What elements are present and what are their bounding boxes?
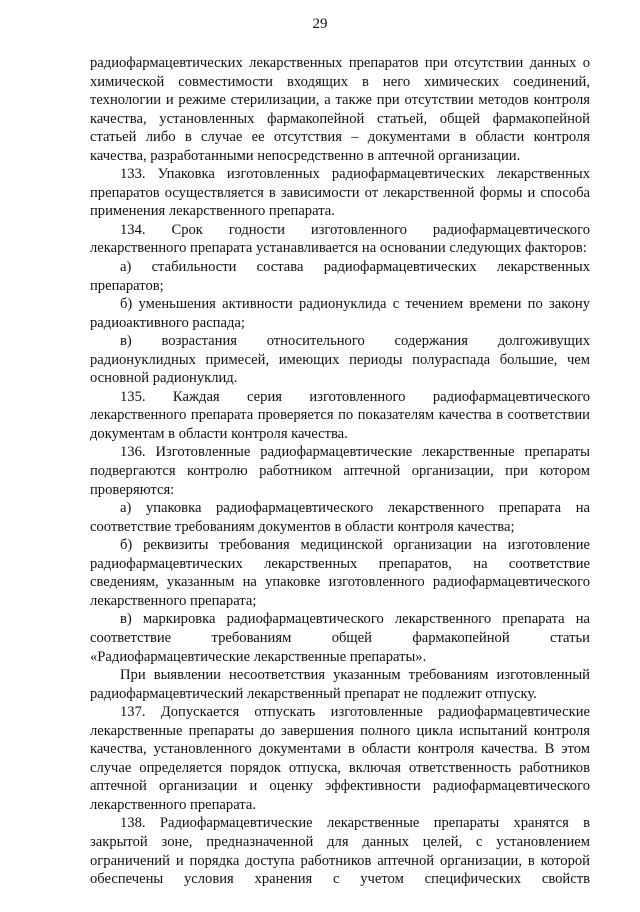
paragraph-136-v: в) маркировка радиофармацевтического лекарственного препарата на соответствие требованиям общей фармакопейной статьи «Радиофармацевтические лекарственные препараты». <box>90 611 590 665</box>
paragraph-135: 135. Каждая серия изготовленного радиофармацевтического лекарственного препарата проверяется по показателям качества в соответствии документам в области контроля качества. <box>90 388 590 442</box>
document-body <box>90 54 590 889</box>
paragraph-134: 134. Срок годности изготовленного радиофармацевтического лекарственного препарата устанавливается на основании следующих факторов: <box>90 221 590 257</box>
paragraph-136: 136. Изготовленные радиофармацевтические лекарственные препараты подвергаются контролю работником аптечной организации, при котором проверяются: <box>90 444 590 498</box>
paragraph-134-v: в) возрастания относительного содержания долгоживущих радионуклидных примесей, имеющих периоды полураспада большие, чем основной радионуклид. <box>90 333 590 387</box>
paragraph-134-a: а) стабильности состава радиофармацевтических лекарственных препаратов; <box>90 259 590 294</box>
paragraph-133: 133. Упаковка изготовленных радиофармацевтических лекарственных препаратов осуществляется в зависимости от лекарственной формы и способа применения лекарственного препарата. <box>90 166 590 220</box>
paragraph-nonconformity: При выявлении несоответствия указанным требованиям изготовленный радиофармацевтический лекарственный препарат не подлежит отпуску. <box>90 667 590 702</box>
paragraph-137: 137. Допускается отпускать изготовленные радиофармацевтические лекарственные препараты до завершения полного цикла испытаний контроля качества, установленного документами в области контроля качества. В этом случае определяется порядок отпуска, включая ответственность работников аптечной организации и оценку эффективности радиофармацевтического лекарственного препарата. <box>90 704 590 813</box>
paragraph-134-b: б) уменьшения активности радионуклида с течением времени по закону радиоактивного распада; <box>90 296 590 331</box>
paragraph-continuation: радиофармацевтических лекарственных препаратов при отсутствии данных о химической совместимости входящих в него химических соединений, технологии и режиме стерилизации, а также при отсутствии методов контроля качества, установленных фармакопейной статьей, общей фармакопейной статьей либо в случае ее отсутствия – документами в области контроля качества, разработанными непосредственно в аптечной организации. <box>90 55 590 164</box>
paragraph-138: 138. Радиофармацевтические лекарственные препараты хранятся в закрытой зоне, предназначенной для данных целей, с установлением ограничений и порядка доступа работников аптечной организации, в которой обеспечены условия хранения с учетом специфических свойств <box>90 815 590 888</box>
paragraph-136-b: б) реквизиты требования медицинской организации на изготовление радиофармацевтических лекарственных препаратов, на соответствие сведениям, указанным на упаковке изготовленного радиофармацевтического лекарственного препарата; <box>90 537 590 609</box>
paragraph-136-a: а) упаковка радиофармацевтического лекарственного препарата на соответствие требованиям документов в области контроля качества; <box>90 500 590 535</box>
page-number: 29 <box>312 16 328 32</box>
